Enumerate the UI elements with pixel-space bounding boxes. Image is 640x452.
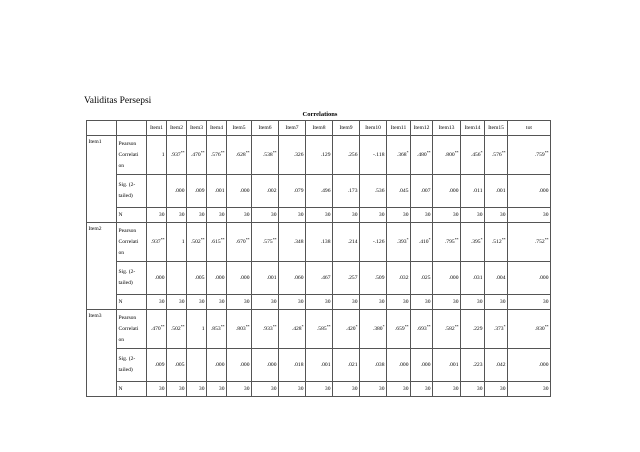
cell-value: .512 [491, 239, 502, 245]
table-row [87, 382, 551, 397]
table-cell: .000 [207, 262, 227, 295]
table-cell: 30 [279, 295, 306, 310]
table-row [87, 262, 551, 295]
table-caption: Correlations [302, 111, 338, 118]
table-cell: .009 [187, 175, 207, 208]
column-header: Item3 [187, 121, 207, 136]
table-cell [187, 223, 207, 262]
column-header: Item15 [485, 121, 508, 136]
cell-value: .937 [150, 239, 161, 245]
table-cell [279, 223, 306, 262]
table-cell: 30 [147, 208, 167, 223]
table-cell: .031 [461, 262, 485, 295]
significance-mark: * [406, 151, 409, 155]
significance-mark: * [406, 238, 409, 242]
table-cell [508, 310, 551, 349]
table-cell [508, 136, 551, 175]
table-cell: 30 [387, 295, 411, 310]
table-cell [147, 223, 167, 262]
cell-value: .937 [170, 152, 181, 158]
table-cell [167, 223, 187, 262]
cell-value: .830 [534, 326, 545, 332]
table-cell: .000 [433, 262, 461, 295]
table-cell [167, 262, 187, 295]
table-row [87, 208, 551, 223]
significance-mark: ** [220, 238, 225, 242]
table-row [87, 136, 551, 175]
table-cell: .005 [167, 349, 187, 382]
table-cell: .509 [360, 262, 387, 295]
table-cell [252, 310, 279, 349]
table-cell [207, 310, 227, 349]
table-cell: 30 [461, 295, 485, 310]
table-cell [147, 175, 167, 208]
cell-value: .470 [190, 152, 201, 158]
significance-mark: ** [404, 325, 409, 329]
cell-value: .759 [534, 152, 545, 158]
table-cell: 30 [147, 382, 167, 397]
table-cell: 30 [167, 208, 187, 223]
column-header: Item9 [333, 121, 360, 136]
table-cell: 30 [279, 382, 306, 397]
cell-value: .800 [444, 152, 455, 158]
cell-value: .420 [345, 326, 356, 332]
cell-value: .214 [347, 239, 358, 245]
significance-mark: * [428, 238, 431, 242]
table-cell [360, 310, 387, 349]
significance-mark: ** [454, 325, 459, 329]
significance-mark: ** [220, 151, 225, 155]
significance-mark: ** [501, 151, 506, 155]
cell-value: .256 [347, 152, 358, 158]
table-cell [187, 136, 207, 175]
significance-mark: ** [160, 238, 165, 242]
table-cell: 30 [306, 295, 333, 310]
section-title: Validitas Persepsi [84, 96, 152, 106]
statistic-label: N [117, 382, 147, 397]
table-cell: .000 [147, 262, 167, 295]
cell-value: .380 [372, 326, 383, 332]
significance-mark: ** [426, 325, 431, 329]
table-cell [508, 223, 551, 262]
table-cell: 30 [461, 208, 485, 223]
table-cell: 30 [411, 208, 433, 223]
table-cell: .496 [306, 175, 333, 208]
table-cell [279, 310, 306, 349]
table-cell [187, 310, 207, 349]
table-cell: 30 [279, 208, 306, 223]
table-cell: 30 [227, 208, 252, 223]
table-cell: .000 [227, 175, 252, 208]
cell-value: .470 [150, 326, 161, 332]
column-header: tot [508, 121, 551, 136]
cell-value: .393 [396, 239, 407, 245]
significance-mark: * [382, 325, 385, 329]
significance-mark: ** [245, 238, 250, 242]
significance-mark: ** [454, 238, 459, 242]
column-header: Item12 [411, 121, 433, 136]
table-cell: .021 [333, 349, 360, 382]
statistic-label: Sig. (2-tailed) [117, 349, 147, 382]
table-cell [387, 310, 411, 349]
table-cell [461, 310, 485, 349]
table-cell: 30 [433, 382, 461, 397]
correlations-table [86, 120, 551, 397]
table-cell [333, 223, 360, 262]
table-row [87, 223, 551, 262]
table-cell: .257 [333, 262, 360, 295]
cell-value: .138 [320, 239, 331, 245]
table-cell: 30 [360, 208, 387, 223]
table-cell [207, 136, 227, 175]
row-group-label: Item1 [87, 136, 117, 223]
table-cell [187, 349, 207, 382]
table-cell [433, 223, 461, 262]
table-cell: 30 [508, 295, 551, 310]
table-cell: .007 [411, 175, 433, 208]
table-cell: .011 [461, 175, 485, 208]
header-row [87, 121, 551, 136]
column-header: Item5 [227, 121, 252, 136]
table-cell: .079 [279, 175, 306, 208]
column-header: Item11 [387, 121, 411, 136]
significance-mark: ** [245, 151, 250, 155]
cell-value: .576 [491, 152, 502, 158]
table-cell: .000 [227, 349, 252, 382]
cell-value: .480 [416, 152, 427, 158]
table-cell: .045 [387, 175, 411, 208]
table-cell [411, 223, 433, 262]
significance-mark: ** [544, 325, 549, 329]
table-cell: 30 [227, 295, 252, 310]
significance-mark: ** [272, 151, 277, 155]
table-cell [227, 223, 252, 262]
significance-mark: ** [180, 325, 185, 329]
cell-value: .368 [396, 152, 407, 158]
table-cell [167, 310, 187, 349]
significance-mark: ** [454, 151, 459, 155]
table-cell: 30 [187, 208, 207, 223]
significance-mark: ** [272, 325, 277, 329]
table-row [87, 175, 551, 208]
cell-value: .502 [190, 239, 201, 245]
significance-mark: * [503, 325, 506, 329]
table-cell: .000 [411, 349, 433, 382]
cell-value: .615 [210, 239, 221, 245]
statistic-label: Sig. (2-tailed) [117, 175, 147, 208]
cell-value: 1 [161, 152, 165, 158]
significance-mark: ** [220, 325, 225, 329]
cell-value: 1 [201, 326, 205, 332]
significance-mark: * [480, 238, 483, 242]
table-cell: .001 [433, 349, 461, 382]
table-cell: .000 [433, 175, 461, 208]
cell-value: 1 [181, 239, 185, 245]
column-header: Item14 [461, 121, 485, 136]
table-cell: 30 [252, 382, 279, 397]
statistic-label: Pearson Correlati on [117, 310, 147, 349]
table-cell [433, 136, 461, 175]
table-cell: .000 [207, 349, 227, 382]
column-header: Item8 [306, 121, 333, 136]
table-cell [387, 136, 411, 175]
significance-mark: ** [326, 325, 331, 329]
table-cell [433, 310, 461, 349]
table-cell: 30 [333, 382, 360, 397]
table-row [87, 295, 551, 310]
cell-value: .693 [416, 326, 427, 332]
significance-mark: ** [501, 238, 506, 242]
table-cell: .000 [508, 349, 551, 382]
cell-value: -.118 [373, 152, 385, 158]
table-cell: 30 [433, 208, 461, 223]
table-cell: .000 [387, 349, 411, 382]
cell-value: .576 [210, 152, 221, 158]
cell-value: .538 [262, 152, 273, 158]
statistic-label: N [117, 295, 147, 310]
table-cell [387, 223, 411, 262]
cell-value: .670 [235, 239, 246, 245]
table-cell: .467 [306, 262, 333, 295]
cell-value: .456 [470, 152, 481, 158]
cell-value: .575 [262, 239, 273, 245]
table-cell [167, 136, 187, 175]
table-cell: .009 [147, 349, 167, 382]
column-header: Item1 [147, 121, 167, 136]
row-group-label: Item3 [87, 310, 117, 397]
cell-value: .348 [293, 239, 304, 245]
table-cell: 30 [187, 295, 207, 310]
table-cell: 30 [207, 382, 227, 397]
table-cell [411, 136, 433, 175]
table-cell [306, 310, 333, 349]
table-cell: .536 [360, 175, 387, 208]
table-cell: 30 [147, 295, 167, 310]
table-cell: 30 [508, 208, 551, 223]
table-cell: .005 [187, 262, 207, 295]
table-cell: .018 [279, 349, 306, 382]
table-cell: 30 [333, 208, 360, 223]
table-cell: 30 [227, 382, 252, 397]
statistic-label: Pearson Correlati on [117, 223, 147, 262]
cell-value: -.126 [372, 239, 385, 245]
table-cell [147, 136, 167, 175]
table-cell [147, 310, 167, 349]
cell-value: .795 [444, 239, 455, 245]
table-cell: .000 [252, 349, 279, 382]
cell-value: .803 [235, 326, 246, 332]
table-cell: .173 [333, 175, 360, 208]
table-cell [279, 136, 306, 175]
table-cell [360, 223, 387, 262]
table-cell: 30 [167, 295, 187, 310]
corner-cell [117, 121, 147, 136]
table-cell: 30 [485, 208, 508, 223]
table-cell [485, 136, 508, 175]
table-cell [252, 223, 279, 262]
table-cell: .223 [461, 349, 485, 382]
table-cell: .000 [227, 262, 252, 295]
table-cell: 30 [306, 382, 333, 397]
table-cell [461, 223, 485, 262]
table-cell: 30 [167, 382, 187, 397]
table-cell: 30 [306, 208, 333, 223]
table-cell: 30 [207, 295, 227, 310]
table-cell: .060 [279, 262, 306, 295]
cell-value: .933 [262, 326, 273, 332]
table-cell: .002 [252, 175, 279, 208]
cell-value: .659 [394, 326, 405, 332]
table-cell [333, 136, 360, 175]
table-cell: 30 [252, 208, 279, 223]
significance-mark: ** [245, 325, 250, 329]
statistic-label: N [117, 208, 147, 223]
column-header: Item7 [279, 121, 306, 136]
significance-mark: ** [544, 238, 549, 242]
table-cell: .038 [360, 349, 387, 382]
significance-mark: ** [200, 238, 205, 242]
table-cell: 30 [207, 208, 227, 223]
table-cell [227, 136, 252, 175]
table-cell: .032 [387, 262, 411, 295]
table-cell: .001 [485, 175, 508, 208]
cell-value: .410 [418, 239, 429, 245]
table-row [87, 349, 551, 382]
table-cell [333, 310, 360, 349]
table-cell [485, 310, 508, 349]
cell-value: .752 [534, 239, 545, 245]
table-cell [360, 136, 387, 175]
significance-mark: ** [272, 238, 277, 242]
statistic-label: Sig. (2-tailed) [117, 262, 147, 295]
cell-value: .395 [470, 239, 481, 245]
cell-value: .129 [320, 152, 331, 158]
table-cell: 30 [387, 208, 411, 223]
statistic-label: Pearson Correlati on [117, 136, 147, 175]
table-cell: .000 [508, 175, 551, 208]
table-cell: .025 [411, 262, 433, 295]
table-cell [461, 136, 485, 175]
cell-value: .853 [210, 326, 221, 332]
column-header: Item6 [252, 121, 279, 136]
table-cell: .042 [485, 349, 508, 382]
cell-value: .582 [444, 326, 455, 332]
table-cell: 30 [433, 295, 461, 310]
table-row [87, 310, 551, 349]
cell-value: .628 [235, 152, 246, 158]
table-cell: .001 [306, 349, 333, 382]
table-cell: 30 [411, 295, 433, 310]
column-header: Item13 [433, 121, 461, 136]
table-cell: 30 [187, 382, 207, 397]
significance-mark: ** [200, 151, 205, 155]
table-cell [227, 310, 252, 349]
table-cell: .001 [207, 175, 227, 208]
corner-cell [87, 121, 117, 136]
table-cell: 30 [333, 295, 360, 310]
significance-mark: * [355, 325, 358, 329]
column-header: Item10 [360, 121, 387, 136]
cell-value: .502 [170, 326, 181, 332]
cell-value: .373 [493, 326, 504, 332]
table-cell: 30 [461, 382, 485, 397]
significance-mark: ** [180, 151, 185, 155]
column-header: Item4 [207, 121, 227, 136]
table-cell [411, 310, 433, 349]
table-cell [207, 223, 227, 262]
table-cell [306, 136, 333, 175]
table-cell: 30 [360, 382, 387, 397]
table-cell: 30 [387, 382, 411, 397]
significance-mark: * [480, 151, 483, 155]
row-group-label: Item2 [87, 223, 117, 310]
table-cell: 30 [485, 295, 508, 310]
table-cell: 30 [411, 382, 433, 397]
table-cell [306, 223, 333, 262]
significance-mark: * [301, 325, 304, 329]
column-header: Item2 [167, 121, 187, 136]
table-cell: .004 [485, 262, 508, 295]
table-cell: .000 [508, 262, 551, 295]
table-cell: 30 [508, 382, 551, 397]
cell-value: .229 [472, 326, 483, 332]
significance-mark: ** [426, 151, 431, 155]
table-cell [485, 223, 508, 262]
table-cell: .000 [167, 175, 187, 208]
table-cell: 30 [252, 295, 279, 310]
cell-value: .585 [316, 326, 327, 332]
table-cell: .001 [252, 262, 279, 295]
table-cell [252, 136, 279, 175]
table-cell: 30 [485, 382, 508, 397]
table-cell: 30 [360, 295, 387, 310]
cell-value: .326 [293, 152, 304, 158]
significance-mark: ** [544, 151, 549, 155]
cell-value: .428 [291, 326, 302, 332]
significance-mark: ** [160, 325, 165, 329]
